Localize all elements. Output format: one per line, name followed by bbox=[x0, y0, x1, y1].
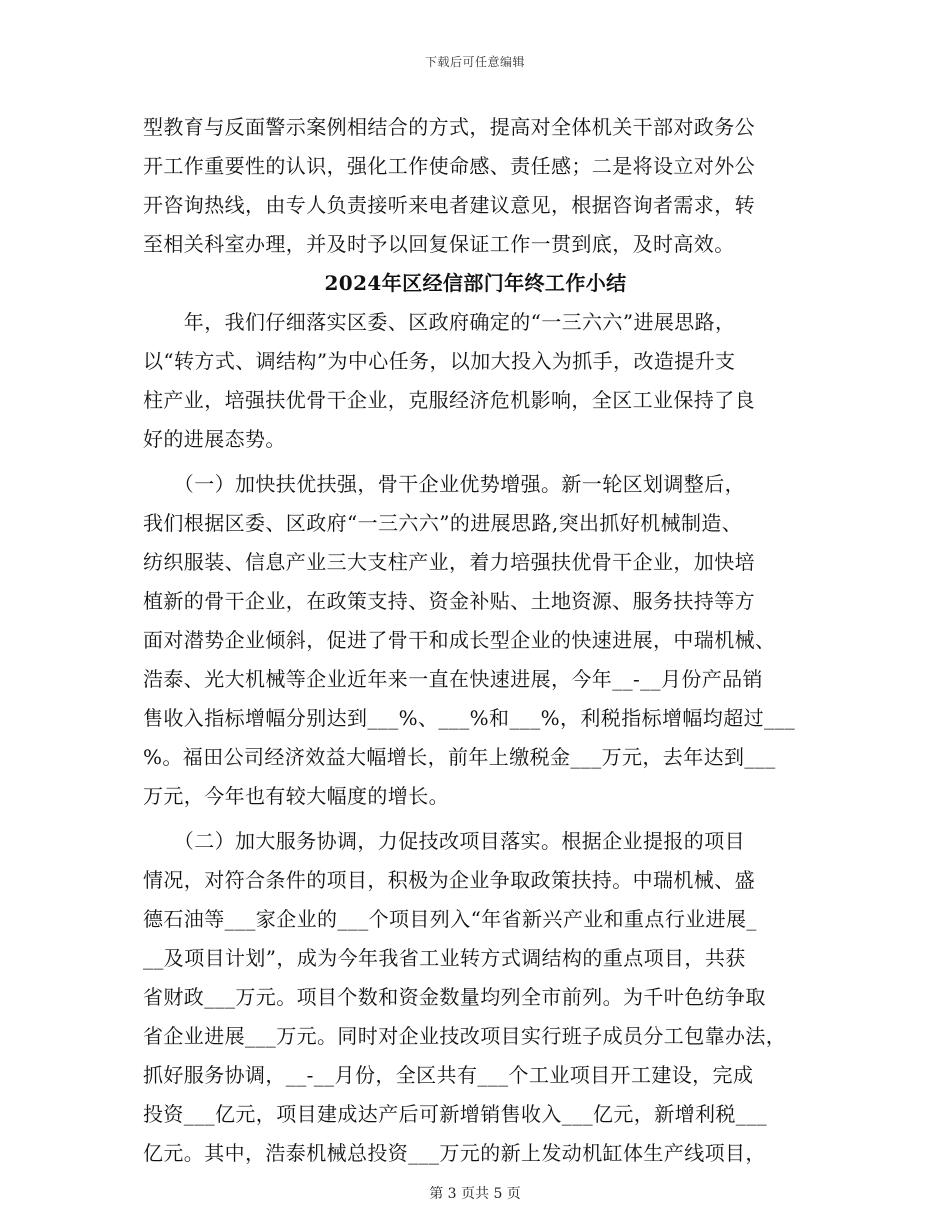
body-line: 浩泰、光大机械等企业近年来一直在快速进展，今年__-__月份产品销 bbox=[143, 667, 763, 691]
body-line: （一）加快扶优扶强，骨干企业优势增强。新一轮区划调整后， bbox=[143, 472, 745, 496]
body-line: %。福田公司经济效益大幅增长，前年上缴税金___万元，去年达到___ bbox=[143, 745, 776, 769]
body-line: 植新的骨干企业，在政策支持、资金补贴、土地资源、服务扶持等方 bbox=[143, 589, 755, 613]
body-line: 抓好服务协调，__-__月份，全区共有___个工业项目开工建设，完成 bbox=[143, 1063, 754, 1087]
body-line: 纺织服装、信息产业三大支柱产业，着力培强扶优骨干企业，加快培 bbox=[143, 550, 755, 574]
body-line: 柱产业，培强扶优骨干企业，克服经济危机影响，全区工业保持了良 bbox=[143, 388, 755, 412]
body-line: 省财政___万元。项目个数和资金数量均列全市前列。为千叶色纺争取 bbox=[143, 985, 766, 1009]
section-title: 2024年区经信部门年终工作小结 bbox=[324, 271, 627, 295]
body-line: 万元，今年也有较大幅度的增长。 bbox=[143, 784, 449, 808]
body-line: 情况，对符合条件的项目，积极为企业争取政策扶持。中瑞机械、盛 bbox=[143, 868, 755, 892]
body-line: 至相关科室办理，并及时予以回复保证工作一贯到底，及时高效。 bbox=[143, 232, 735, 256]
body-line: 亿元。其中，浩泰机械总投资___万元的新上发动机缸体生产线项目， bbox=[143, 1141, 766, 1165]
body-line: 售收入指标增幅分别达到___%、___%和___%，利税指标增幅均超过___ bbox=[143, 706, 796, 730]
body-line: 以“转方式、调结构”为中心任务，以加大投入为抓手，改造提升支 bbox=[143, 349, 736, 373]
body-line: 省企业进展___万元。同时对企业技改项目实行班子成员分工包靠办法， bbox=[143, 1024, 787, 1048]
document-body bbox=[143, 108, 808, 1173]
body-line: 型教育与反面警示案例相结合的方式，提高对全体机关干部对政务公 bbox=[143, 115, 755, 139]
body-line: 面对潜势企业倾斜，促进了骨干和成长型企业的快速进展，中瑞机械、 bbox=[143, 628, 776, 652]
body-line: 好的进展态势。 bbox=[143, 427, 286, 451]
header-note: 下载后可任意编辑 bbox=[424, 55, 525, 69]
body-line: 我们根据区委、区政府“一三六六”的进展思路,突出抓好机械制造、 bbox=[143, 511, 743, 535]
body-line: 年，我们仔细落实区委、区政府确定的“一三六六”进展思路， bbox=[143, 310, 736, 334]
body-line: 投资___亿元，项目建成达产后可新增销售收入___亿元，新增利税___ bbox=[143, 1102, 767, 1126]
page-number-footer: 第 3 页共 5 页 bbox=[429, 1186, 521, 1202]
body-line: 德石油等___家企业的___个项目列入“年省新兴产业和重点行业进展_ bbox=[143, 907, 757, 931]
body-line: （二）加大服务协调，力促技改项目落实。根据企业提报的项目 bbox=[143, 829, 745, 853]
body-line: 开咨询热线，由专人负责接听来电者建议意见，根据咨询者需求，转 bbox=[143, 193, 755, 217]
body-line: __及项目计划”，成为今年我省工业转方式调结构的重点项目，共获 bbox=[143, 946, 746, 970]
body-line: 开工作重要性的认识，强化工作使命感、责任感；二是将设立对外公 bbox=[143, 154, 755, 178]
